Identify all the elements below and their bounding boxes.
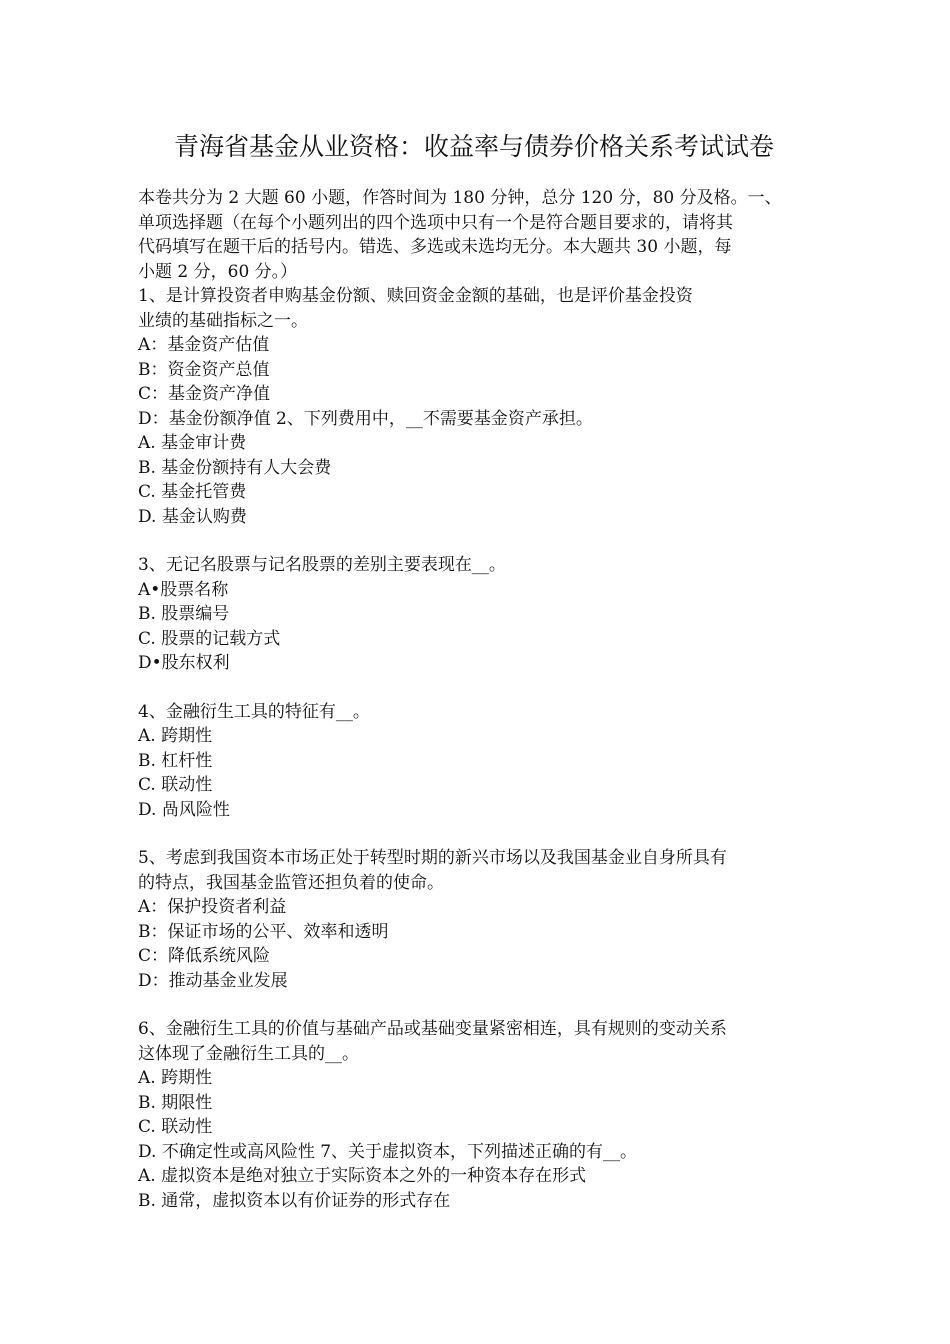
option: D•股东权利 (138, 653, 230, 673)
intro-line: 本卷共分为 2 大题 60 小题，作答时间为 180 分钟，总分 120 分，80 分及格。一、 (138, 188, 782, 208)
option: B：资金资产总值 (138, 359, 270, 380)
option: A：基金资产估值 (138, 335, 270, 355)
spacer (138, 993, 810, 1017)
document-page (138, 130, 810, 1213)
option: A•股票名称 (138, 579, 229, 600)
option: A. 基金审计费 (138, 433, 247, 453)
exam-intro (138, 186, 810, 284)
question-1 (138, 284, 810, 431)
question-stem: 4、金融衍生工具的特征有__。 (138, 701, 370, 722)
page-title: 青海省基金从业资格：收益率与债券价格关系考试试卷 (173, 132, 774, 161)
option: B. 杠杆性 (138, 750, 213, 771)
question-stem: 业绩的基础指标之一。 (138, 310, 308, 331)
spacer (138, 822, 810, 846)
option: B. 基金份额持有人大会费 (138, 457, 332, 478)
option: D. 咼风险性 (138, 799, 230, 820)
intro-line: 代码填写在题干后的括号内。错选、多选或未选均无分。本大题共 30 小题，每 (138, 237, 732, 257)
option: A：保护投资者利益 (138, 897, 287, 917)
option: B. 股票编号 (138, 604, 230, 624)
intro-line: 小题 2 分，60 分。） (138, 261, 298, 282)
option: C. 联动性 (138, 775, 213, 795)
question-5 (138, 846, 810, 993)
question-3 (138, 553, 810, 676)
question-4 (138, 700, 810, 823)
option: C. 联动性 (138, 1117, 213, 1137)
option: A. 虚拟资本是绝对独立于实际资本之外的一种资本存在形式 (138, 1166, 587, 1186)
question-7 (138, 1164, 810, 1213)
question-stem: 这体现了金融衍生工具的__。 (138, 1043, 359, 1064)
intro-line: 单项选择题（在每个小题列出的四个选项中只有一个是符合题目要求的，请将其 (138, 212, 733, 233)
option: D. 不确定性或高风险性 7、关于虚拟资本，下列描述正确的有__。 (138, 1141, 638, 1162)
option: B. 通常，虚拟资本以有价证券的形式存在 (138, 1190, 451, 1211)
option: B. 期限性 (138, 1092, 213, 1113)
option: B：保证市场的公平、效率和透明 (138, 921, 389, 942)
option: C：降低系统风险 (138, 946, 271, 966)
option: C. 股票的记载方式 (138, 628, 281, 649)
question-2 (138, 431, 810, 529)
option: C：基金资产净值 (138, 384, 271, 404)
question-stem: 5、考虑到我国资本市场正处于转型时期的新兴市场以及我国基金业自身所具有 (138, 848, 727, 868)
spacer (138, 529, 810, 553)
question-6 (138, 1017, 810, 1164)
option: D：推动基金业发展 (138, 970, 288, 991)
option: A. 跨期性 (138, 726, 213, 746)
option: D. 基金认购费 (138, 506, 247, 527)
question-stem: 6、金融衍生工具的价值与基础产品或基础变量紧密相连，具有规则的变动关系 (138, 1019, 727, 1039)
option: A. 跨期性 (138, 1068, 213, 1088)
option: C. 基金托管费 (138, 482, 247, 502)
question-stem: 3、无记名股票与记名股票的差别主要表现在__。 (138, 555, 506, 575)
question-stem: 的特点，我国基金监管还担负着的使命。 (138, 872, 444, 893)
question-stem: 1、是计算投资者申购基金份额、赎回资金金额的基础，也是评价基金投资 (138, 286, 693, 306)
option: D：基金份额净值 2、下列费用中，__不需要基金资产承担。 (138, 408, 593, 429)
spacer (138, 676, 810, 700)
